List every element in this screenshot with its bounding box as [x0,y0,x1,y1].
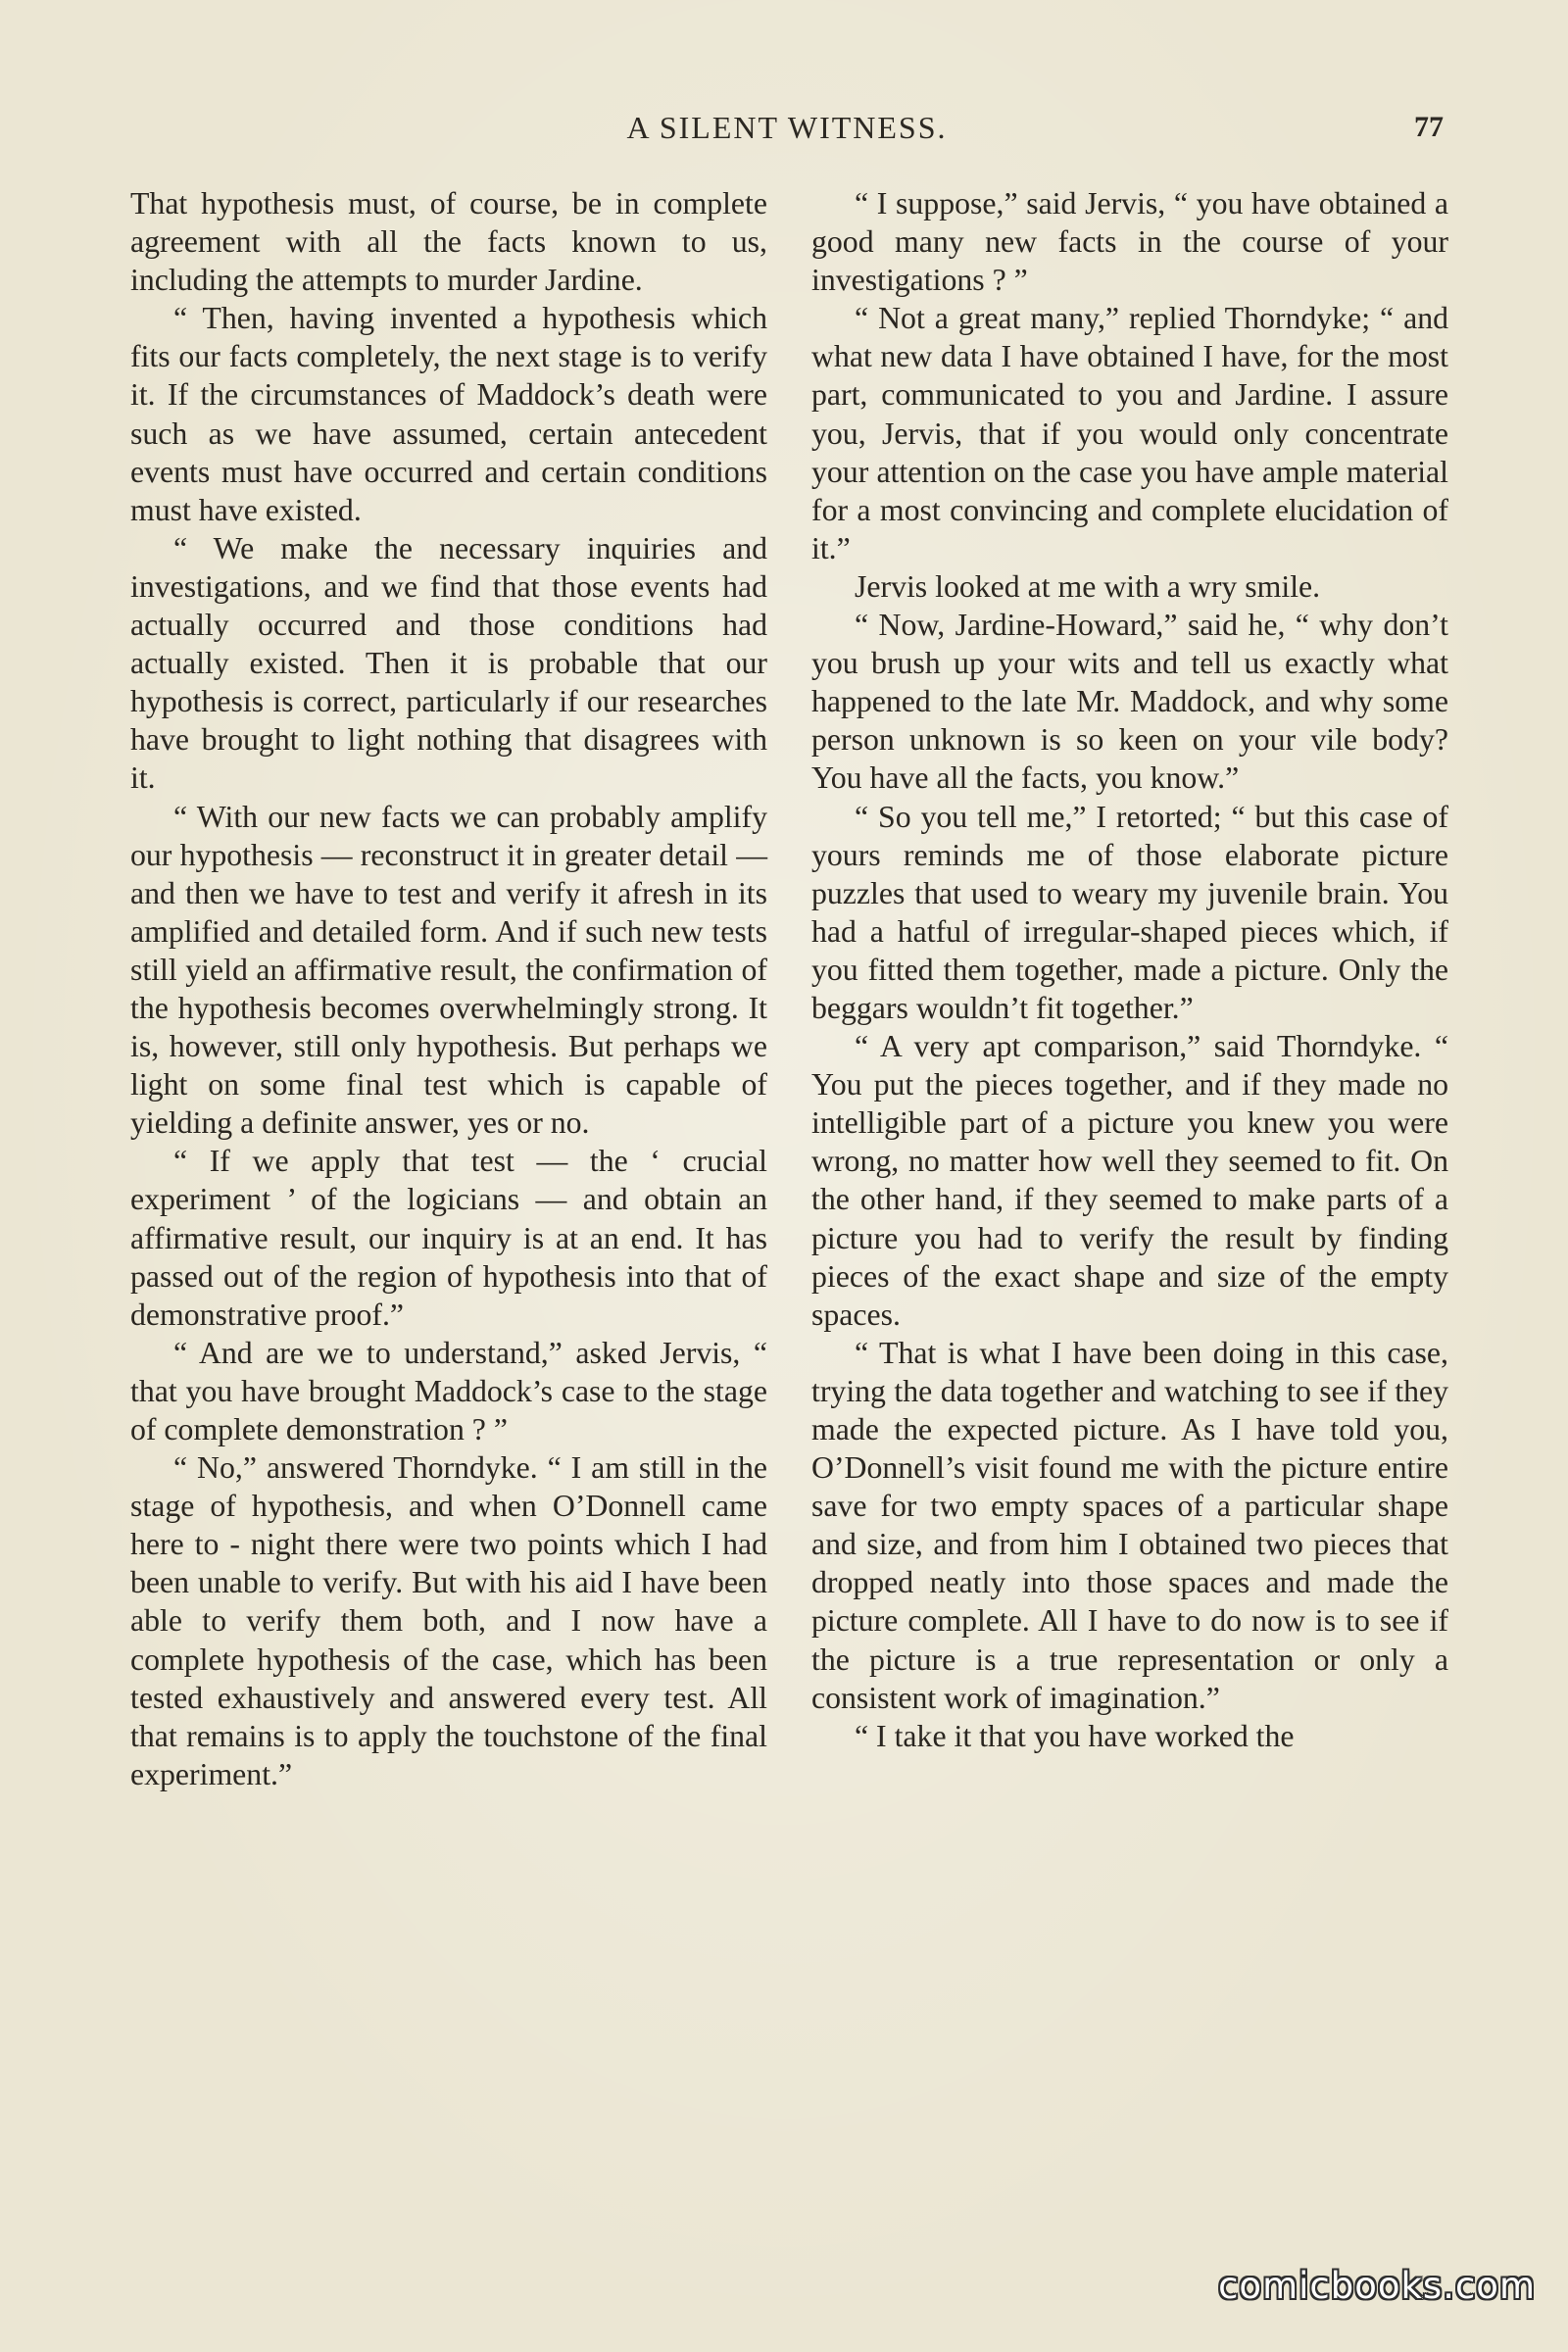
site-watermark: comicbooks.com [1218,2265,1536,2307]
paragraph: “ So you tell me,” I retorted; “ but this case of yours reminds me of those elaborate picture puzzles that used to weary my juvenile brain. You had a hatful of irregular-shaped pieces which, if you fitted them together, made a picture. Only the beggars wouldn’t fit together.” [811,799,1448,1025]
paragraph: “ That is what I have been doing in this case, trying the data together and watching to see if they made the expected picture. As I have told you, O’Donnell’s visit found me with the picture entire save for two empty spaces of a particular shape and size, and from him I obtained two pieces that dropped neatly into those spaces and made the picture complete. All I have to do now is to see if the picture is a true representation or only a consistent work of imagination.” [811,1335,1448,1715]
paragraph: “ A very apt comparison,” said Thorndyke. “ You put the pieces together, and if they made no intelligible part of a picture you knew you were wrong, no matter how well they seemed to fit. On the other hand, if they seemed to make parts of a picture you had to verify the result by finding pieces of the exact shape and size of the empty spaces. [811,1029,1448,1332]
paragraph: “ Now, Jardine-Howard,” said he, “ why don’t you brush up your wits and tell us exactly what happened to the late Mr. Maddock, and why some person unknown is so keen on your vile body? You have all the facts, you know.” [811,608,1448,796]
running-header [130,106,1444,149]
paragraph: “ And are we to understand,” asked Jervis, “ that you have brought Maddock’s case to the stage of complete demonstration ? ” [130,1335,767,1446]
paragraph: “ With our new facts we can probably amplify our hypothesis — reconstruct it in greater detail — and then we have to test and verify it afresh in its amplified and detailed form. And if such new tests still yield an affirmative result, the confirmation of the hypothesis becomes overwhelmingly strong. It is, however, still only hypothesis. But perhaps we light on some final test which is capable of yielding a definite answer, yes or no. [130,799,767,1141]
page-number: 77 [1414,111,1444,143]
paragraph: Jervis looked at me with a wry smile. [855,568,1321,604]
paragraph: “ We make the necessary inquiries and investigations, and we find that those events had actually occurred and those conditions had actually existed. Then it is probable that our hypothesis is correct, particularly if our researches have brought to light nothing that disagrees with it. [130,530,767,796]
paragraph: “ Not a great many,” replied Thorndyke; “ and what new data I have obtained I have, for the most part, communicated to you and Jardine. I assure you, Jervis, that if you would only concentrate your attention on the case you have ample material for a most convincing and complete elucidation of it.” [811,301,1448,565]
left-column [130,184,767,1793]
right-column [811,184,1448,1755]
running-title: A SILENT WITNESS. [626,110,948,145]
paragraph: “ I suppose,” said Jervis, “ you have obtained a good many new facts in the course of your investigations ? ” [811,186,1448,298]
paragraph: “ I take it that you have worked the [855,1718,1295,1753]
paragraph: That hypothesis must, of course, be in complete agreement with all the facts known to us, including the attempts to murder Jardine. [130,186,767,298]
paragraph: “ No,” answered Thorndyke. “ I am still in the stage of hypothesis, and when O’Donnell came here to - night there were two points which I had been unable to verify. But with his aid I have been able to verify them both, and I now have a complete hypothesis of the case, which has been tested exhaustively and answered every test. All that remains is to apply the touchstone of the final experiment.” [130,1450,767,1791]
paragraph: “ If we apply that test — the ‘ crucial experiment ’ of the logicians — and obtain an affirmative result, our inquiry is at an end. It has passed out of the region of hypothesis into that of demonstrative proof.” [130,1144,767,1332]
paragraph: “ Then, having invented a hypothesis which fits our facts completely, the next stage is to verify it. If the circumstances of Maddock’s death were such as we have assumed, certain antecedent events must have occurred and certain conditions must have existed. [130,301,767,527]
